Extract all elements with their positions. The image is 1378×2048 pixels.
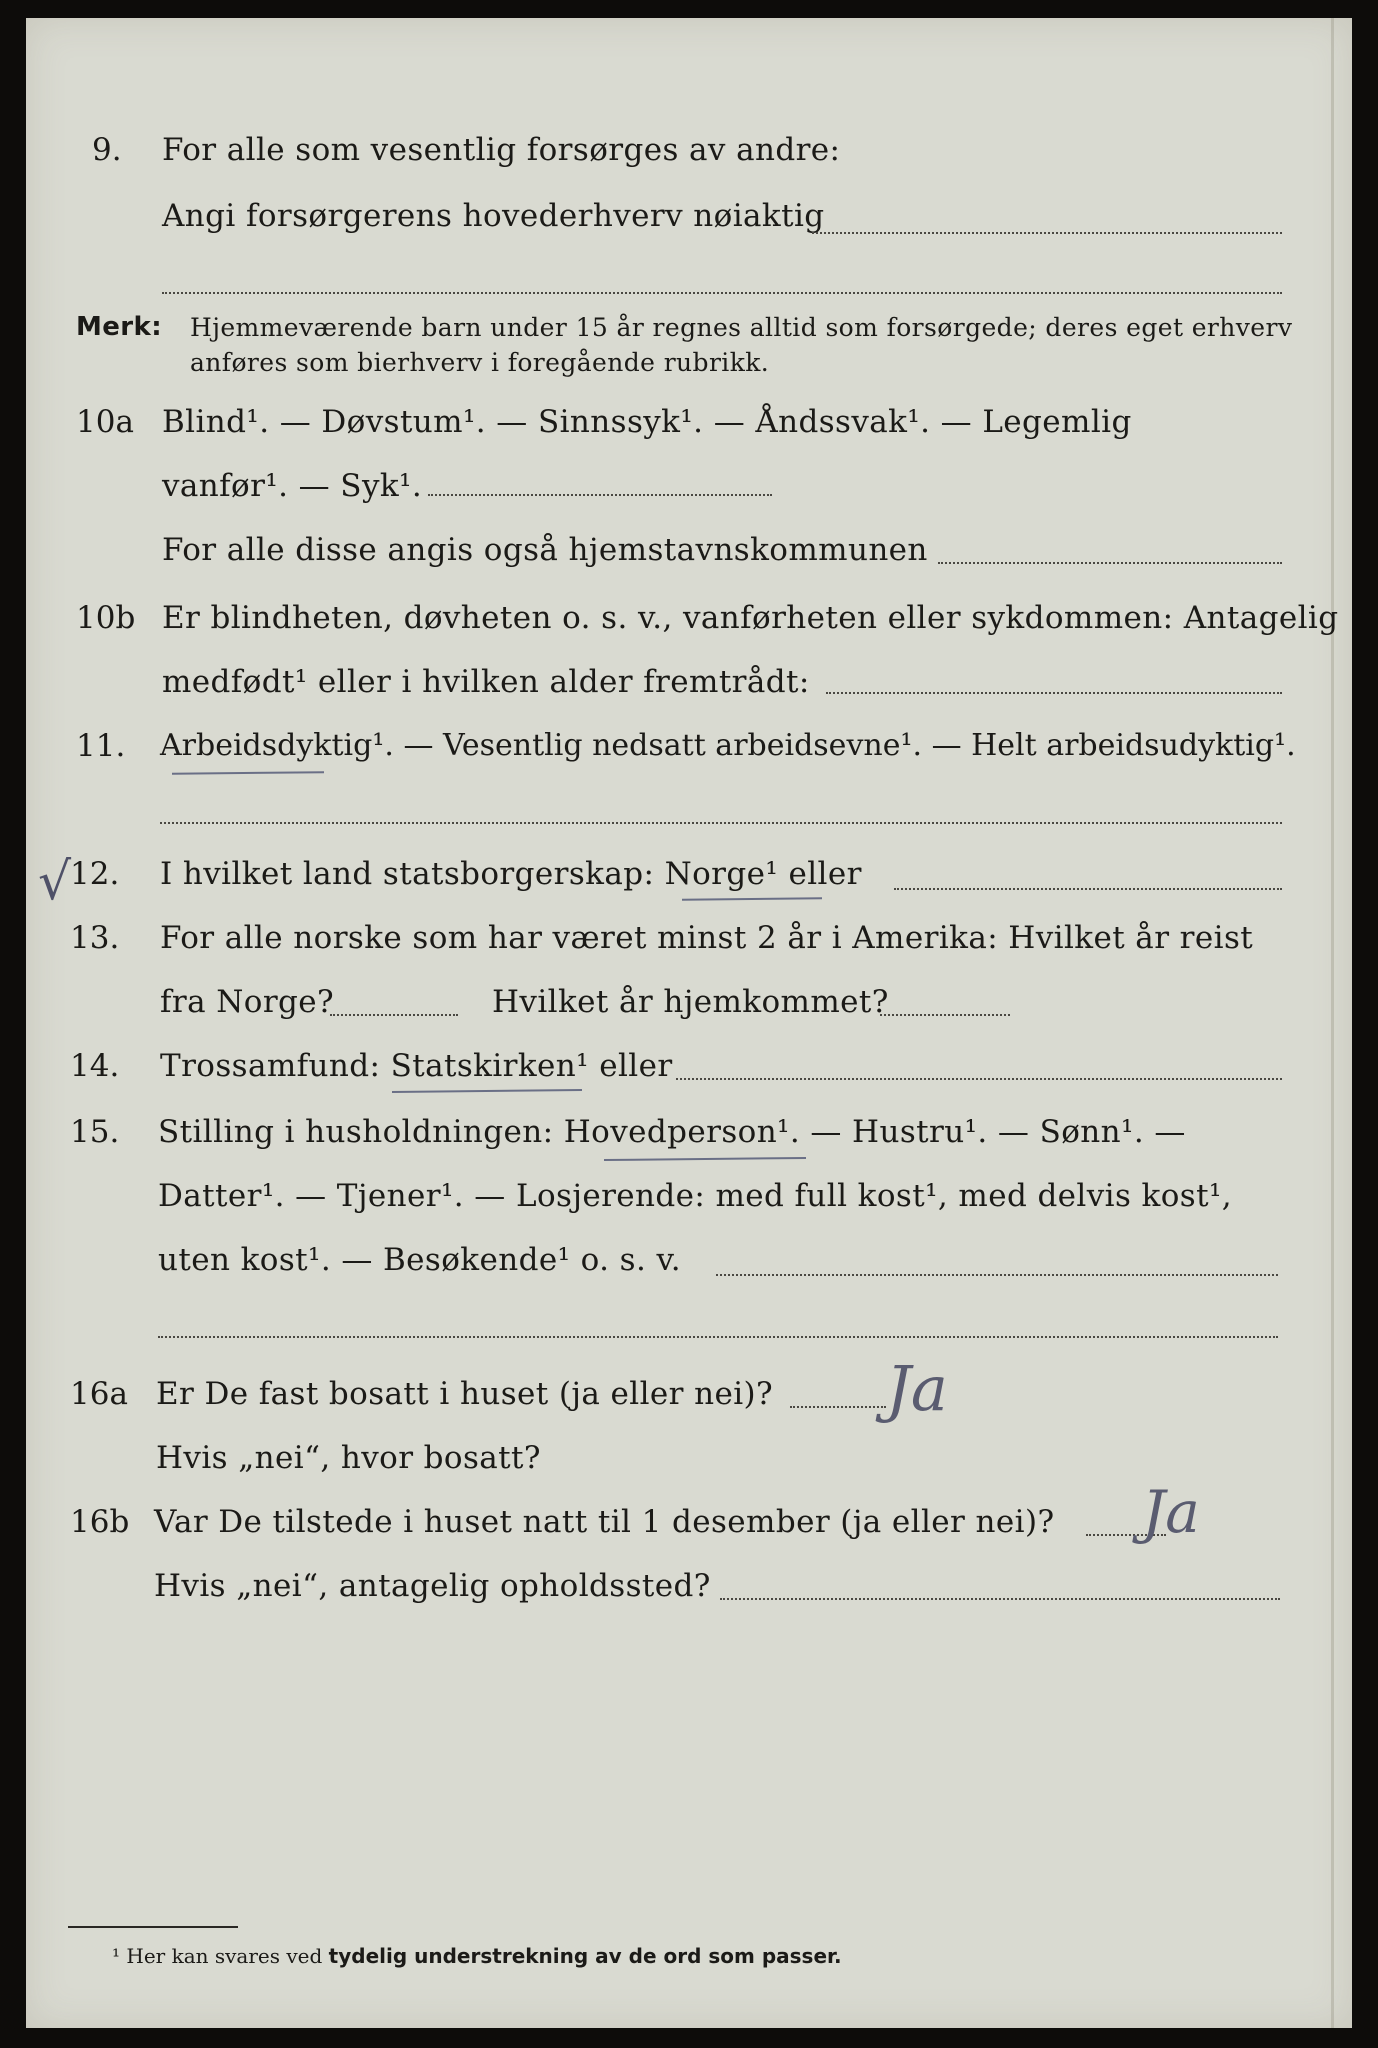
q9-answer-field[interactable] — [812, 232, 1282, 234]
q16b-opholdssted-field[interactable] — [720, 1598, 1280, 1600]
q16a-number: 16a — [70, 1376, 128, 1412]
q9-line2: Angi forsørgerens hovederhverv nøiaktig — [162, 198, 825, 234]
q9-number: 9. — [92, 132, 122, 168]
q11-number: 11. — [76, 728, 126, 764]
q10a-line1: Blind¹. — Døvstum¹. — Sinnssyk¹. — Åndssvak¹. — Legemlig — [162, 404, 1132, 440]
q10a-answer-field[interactable] — [428, 494, 772, 496]
q9-answer-field-2[interactable] — [162, 292, 1282, 294]
q16b-line1: Var De tilstede i huset natt til 1 desember (ja eller nei)? — [154, 1504, 1055, 1540]
page-edge — [1331, 18, 1334, 2028]
q14-number: 14. — [70, 1048, 120, 1084]
q16a-handwritten-answer: Ja — [886, 1352, 948, 1425]
q12-answer-field[interactable] — [894, 888, 1282, 890]
q10a-kommune-field[interactable] — [938, 562, 1282, 564]
q15-line2: Datter¹. — Tjener¹. — Losjerende: med full kost¹, med delvis kost¹, — [158, 1178, 1233, 1214]
footnote-text-b: tydelig understrekning av de ord som passer. — [328, 1944, 842, 1968]
q13-reist-field[interactable] — [330, 1014, 458, 1016]
merk-label: Merk: — [76, 312, 163, 342]
q13-hjemkommet-field[interactable] — [880, 1014, 1010, 1016]
check-mark: √ — [38, 852, 72, 912]
footnote-rule — [68, 1926, 238, 1928]
q15-answer-field[interactable] — [716, 1274, 1278, 1276]
q11-line1: Arbeidsdyktig¹. — Vesentlig nedsatt arbeidsevne¹. — Helt arbeidsudyktig¹. — [160, 728, 1296, 763]
q16a-line2: Hvis „nei“, hvor bosatt? — [156, 1440, 541, 1476]
q16a-answer-field[interactable] — [790, 1406, 886, 1408]
q16b-handwritten-answer: Ja — [1142, 1478, 1200, 1546]
q14-answer-field[interactable] — [676, 1078, 1282, 1080]
q15-line1: Stilling i husholdningen: Hovedperson¹. — Hustru¹. — Sønn¹. — — [158, 1114, 1186, 1150]
q10b-line2: medfødt¹ eller i hvilken alder fremtrådt: — [162, 664, 810, 700]
q15-answer-field-2[interactable] — [158, 1336, 1278, 1338]
q16b-line2: Hvis „nei“, antagelig opholdssted? — [154, 1568, 711, 1604]
q16a-line1: Er De fast bosatt i huset (ja eller nei)? — [156, 1376, 774, 1412]
footnote-mark: ¹ — [112, 1944, 121, 1968]
q15-number: 15. — [70, 1114, 120, 1150]
q11-answer-field[interactable] — [160, 822, 1282, 824]
merk-line1: Hjemmeværende barn under 15 år regnes alltid som forsørgede; deres eget erhverv — [190, 313, 1293, 342]
q16b-number: 16b — [70, 1504, 130, 1540]
footnote-text-a: Her kan svares ved — [126, 1944, 323, 1968]
q10a-line3: For alle disse angis også hjemstavnskommunen — [162, 532, 928, 568]
footnote — [112, 1944, 842, 1968]
q12-number: 12. — [70, 856, 120, 892]
q10b-answer-field[interactable] — [826, 692, 1282, 694]
q10b-line1: Er blindheten, døvheten o. s. v., vanførheten eller sykdommen: Antagelig — [162, 600, 1339, 636]
q13-line2b: Hvilket år hjemkommet? — [492, 984, 889, 1020]
merk-line2: anføres som bierhverv i foregående rubrikk. — [190, 348, 770, 377]
q13-line1: For alle norske som har været minst 2 år i Amerika: Hvilket år reist — [160, 920, 1254, 956]
q15-line3: uten kost¹. — Besøkende¹ o. s. v. — [158, 1242, 681, 1278]
q13-line2a: fra Norge? — [160, 984, 335, 1020]
q10b-number: 10b — [76, 600, 136, 636]
q10a-number: 10a — [76, 404, 134, 440]
q10a-line2: vanfør¹. — Syk¹. — [162, 468, 423, 504]
q13-number: 13. — [70, 920, 120, 956]
q14-line1: Trossamfund: Statskirken¹ eller — [160, 1048, 673, 1084]
q12-line1: I hvilket land statsborgerskap: Norge¹ eller — [160, 856, 862, 892]
q9-line1: For alle som vesentlig forsørges av andre: — [162, 132, 841, 168]
